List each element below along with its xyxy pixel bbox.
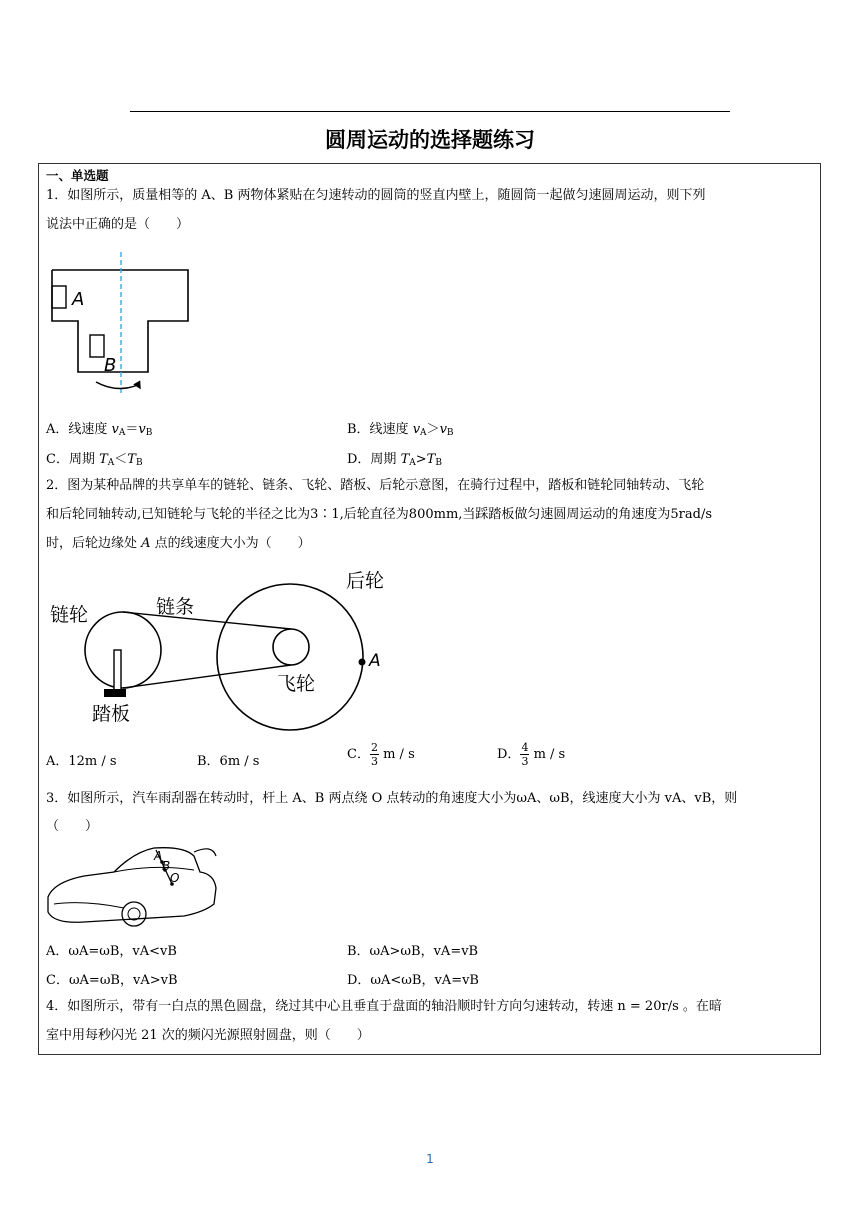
q1-option-d: D．周期 $T_A>T_B$: [347, 452, 442, 468]
q2-stem-line3: 时，后轮边缘处 A 点的线速度大小为（ ）: [46, 536, 311, 551]
q3-label-b: B: [162, 859, 171, 873]
page-number: 1: [426, 1152, 434, 1166]
q2-label-chain: 链条: [156, 596, 195, 618]
q2-option-d: D． $\frac{4}{3}$ m / s: [497, 741, 566, 768]
q2-bicycle-figure: [44, 562, 404, 737]
q3-option-d: D．ωA<ωB，vA=vB: [347, 973, 479, 988]
q3-stem-line2: （ ）: [46, 819, 99, 834]
q3-car-wiper-figure: [44, 842, 224, 932]
q1-label-a: A: [72, 289, 85, 310]
q2-option-a: A．12m / s: [46, 754, 117, 769]
q4-stem-line2: 室中用每秒闪光 21 次的频闪光源照射圆盘，则（ ）: [46, 1028, 370, 1043]
q3-option-a: A．ωA=ωB，vA<vB: [46, 944, 177, 959]
q2-chain-bottom: [123, 665, 291, 688]
q2-label-pedal: 踏板: [92, 703, 131, 725]
section-heading: 一、单选题: [46, 168, 109, 183]
q2-option-d-fraction: $\frac{4}{3}$: [521, 741, 529, 768]
q2-flywheel: [273, 629, 309, 665]
q2-label-a: A: [369, 651, 381, 671]
q2-chainring: [85, 612, 161, 688]
q2-option-b: B．6m / s: [197, 754, 260, 769]
q1-option-a: A．线速度 $v_A=v_B$: [46, 422, 153, 438]
q2-label-chainring: 链轮: [50, 604, 89, 626]
q1-stem-line1: 1．如图所示，质量相等的 A、B 两物体紧贴在匀速转动的圆筒的竖直内壁上，随圆筒一起做匀速圆周运动，则下列: [46, 188, 706, 203]
q2-option-c: C． $\frac{2}{3}$ m / s: [347, 741, 415, 768]
q3-label-a: A: [154, 849, 163, 863]
q2-rear-wheel: [217, 584, 363, 730]
q3-option-c: C．ωA=ωB，vA>vB: [46, 973, 178, 988]
q2-stem-line1: 2．图为某种品牌的共享单车的链轮、链条、飞轮、踏板、后轮示意图，在骑行过程中，踏板和链轮同轴转动、飞轮: [46, 478, 705, 493]
q2-point-a: [359, 659, 366, 666]
q1-stem-line2: 说法中正确的是（ ）: [46, 217, 190, 232]
q1-block-b: [90, 335, 104, 357]
q3-stem-line1: 3．如图所示，汽车雨刮器在转动时，杆上 A、B 两点绕 O 点转动的角速度大小为ωA、ωB，线速度大小为 vA、vB，则: [46, 791, 738, 806]
q1-option-c: C．周期 $T_A<T_B$: [46, 452, 143, 468]
q2-label-rear-wheel: 后轮: [346, 570, 385, 592]
q1-block-a: [52, 286, 66, 308]
q1-option-b: B．线速度 $v_A>v_B$: [347, 422, 454, 438]
page-title: 圆周运动的选择题练习: [325, 128, 535, 152]
q4-stem-line1: 4．如图所示，带有一白点的黑色圆盘，绕过其中心且垂直于盘面的轴沿顺时针方向匀速转动，转速 n = 20r/s 。在暗: [46, 999, 722, 1014]
q3-option-b: B．ωA>ωB，vA=vB: [347, 944, 479, 959]
header-rule: [130, 111, 730, 112]
q1-label-b: B: [104, 355, 117, 376]
q2-pedal: [104, 689, 126, 697]
q2-stem-line2: 和后轮同轴转动,已知链轮与飞轮的半径之比为3∶1,后轮直径为800mm,当踩踏板做匀速圆周运动的角速度为5rad/s: [46, 507, 713, 522]
q2-crank: [114, 650, 121, 690]
q3-label-o: O: [170, 871, 180, 885]
q2-option-c-fraction: $\frac{2}{3}$: [370, 741, 378, 768]
q1-rotation-arrow: [96, 382, 140, 389]
q2-label-flywheel: 飞轮: [277, 673, 316, 695]
q1-cylinder-figure: [48, 250, 198, 400]
